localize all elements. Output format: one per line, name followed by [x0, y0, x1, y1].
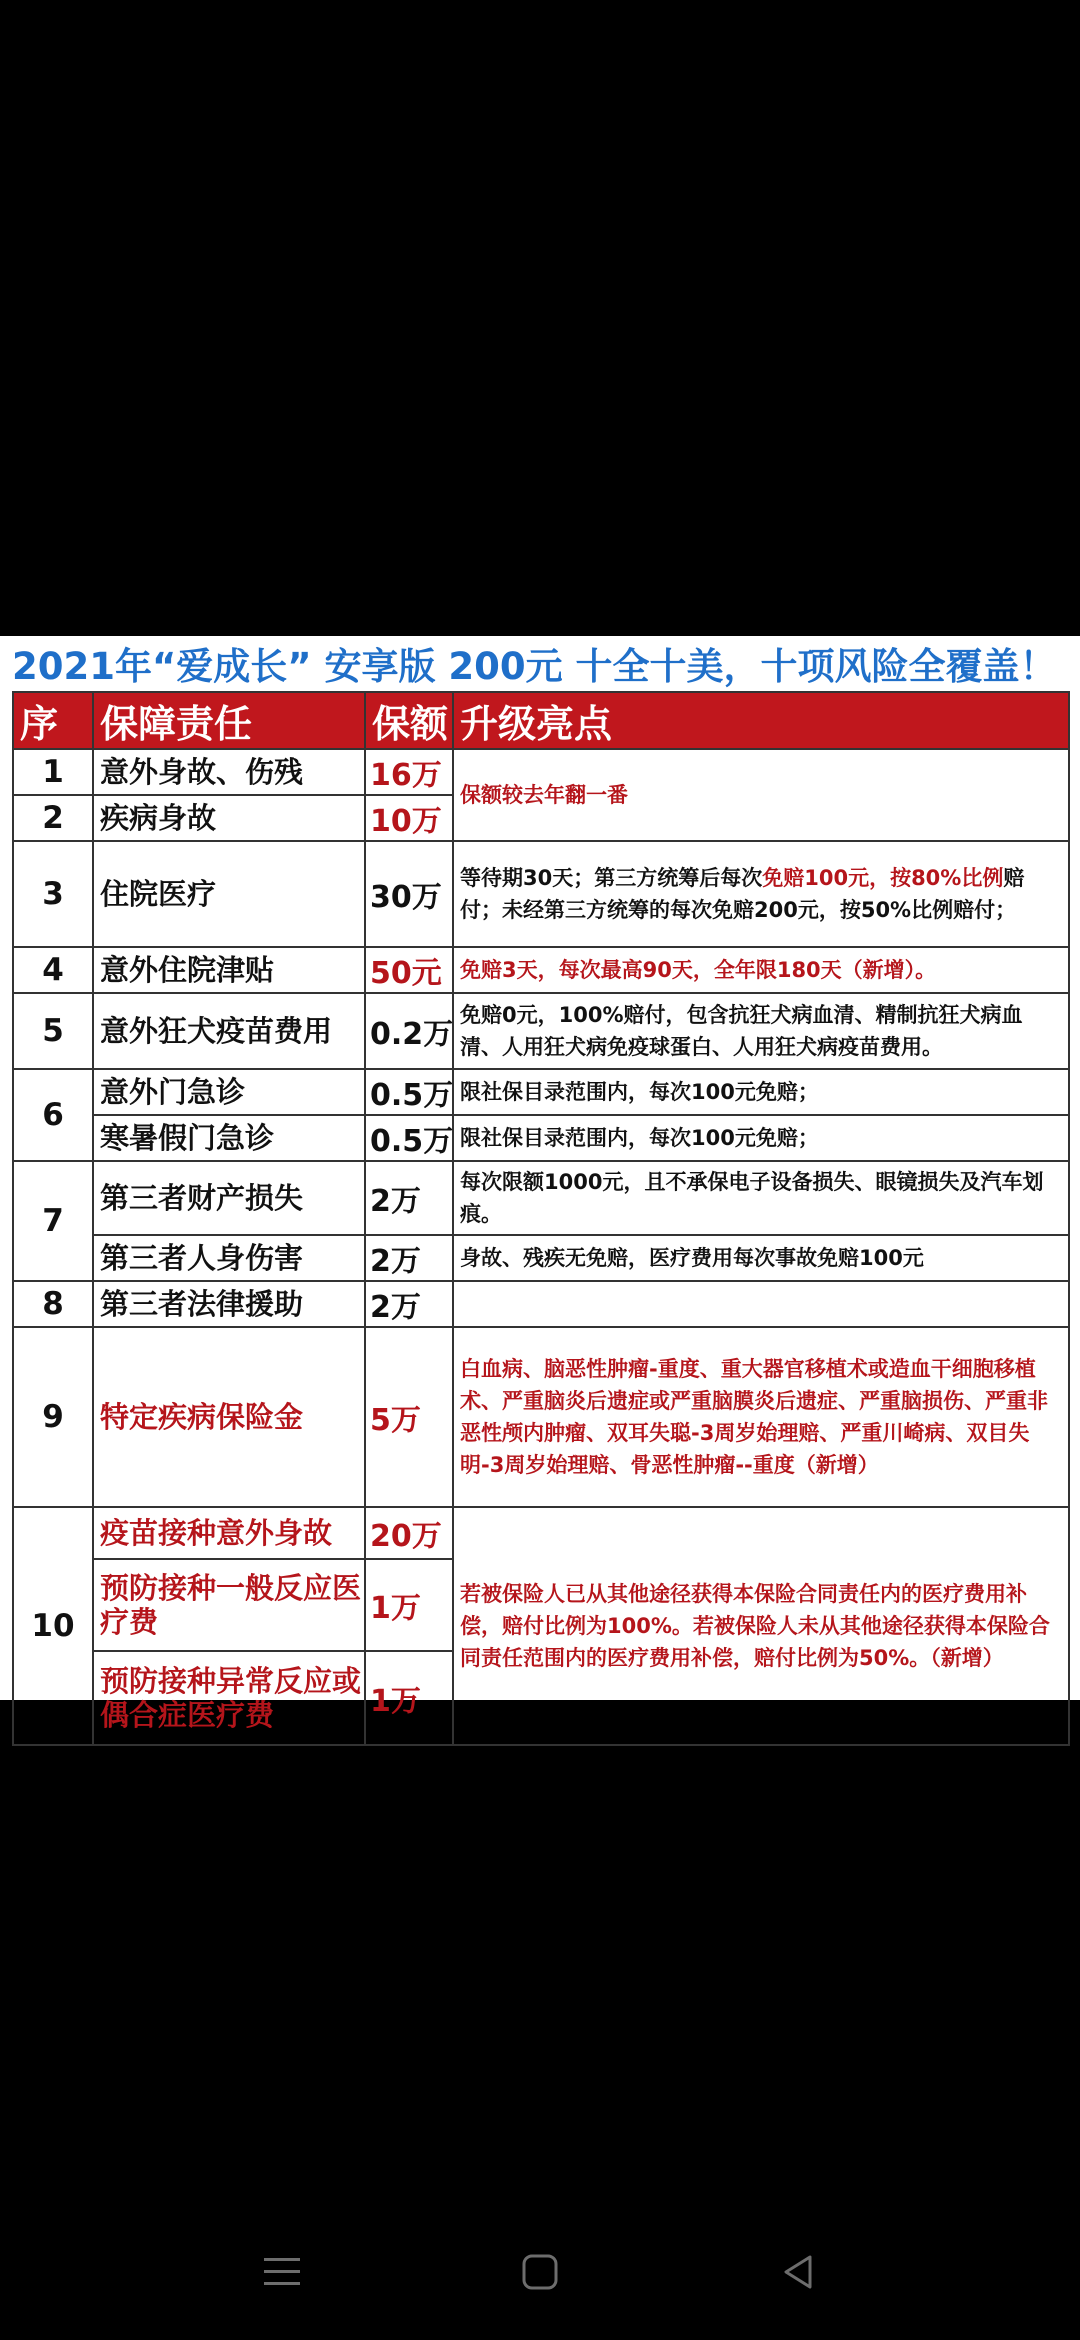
table-row: [13, 993, 1069, 1069]
row-amount: 1万: [365, 1651, 453, 1745]
row-desc: 身故、残疾无免赔，医疗费用每次事故免赔100元: [453, 1235, 1069, 1281]
row-item: 疾病身故: [93, 795, 365, 841]
back-triangle-icon: [778, 2252, 818, 2292]
row-seq: 8: [13, 1281, 93, 1327]
menu-icon: [262, 2254, 302, 2290]
row-amount: 1万: [365, 1559, 453, 1651]
row-seq: 1: [13, 749, 93, 795]
row-amount: 16万: [365, 749, 453, 795]
row-seq: 10: [13, 1507, 93, 1745]
home-square-icon: [520, 2252, 560, 2292]
row-desc: 限社保目录范围内，每次100元免赔；: [453, 1069, 1069, 1115]
row-item: 意外身故、伤残: [93, 749, 365, 795]
table-header-row: [13, 692, 1069, 749]
table-row: [13, 1281, 1069, 1327]
row-amount: 20万: [365, 1507, 453, 1559]
table-row: [13, 1235, 1069, 1281]
row-item: 意外狂犬疫苗费用: [93, 993, 365, 1069]
row-amount: 0.2万: [365, 993, 453, 1069]
row-item: 特定疾病保险金: [93, 1327, 365, 1507]
row-item: 寒暑假门急诊: [93, 1115, 365, 1161]
row-item: 第三者财产损失: [93, 1161, 365, 1235]
desc-part-highlight: 免赔100元，按80%比例: [762, 866, 1004, 890]
row-item: 第三者法律援助: [93, 1281, 365, 1327]
header-highlight: 升级亮点: [453, 692, 1069, 749]
header-amount: 保额: [365, 692, 453, 749]
row-desc: 限社保目录范围内，每次100元免赔；: [453, 1115, 1069, 1161]
table-row: [13, 1327, 1069, 1507]
table-row: [13, 1115, 1069, 1161]
row-desc: 免赔0元，100%赔付，包含抗狂犬病血清、精制抗狂犬病血清、人用狂犬病免疫球蛋白、人用狂犬病疫苗费用。: [453, 993, 1069, 1069]
row-seq: 6: [13, 1069, 93, 1161]
header-seq: 序: [13, 692, 93, 749]
header-coverage: 保障责任: [93, 692, 365, 749]
row-amount: 2万: [365, 1235, 453, 1281]
coverage-table: [12, 691, 1070, 1746]
row-item: 疫苗接种意外身故: [93, 1507, 365, 1559]
row-amount: 30万: [365, 841, 453, 947]
row-item: 第三者人身伤害: [93, 1235, 365, 1281]
table-row: [13, 947, 1069, 993]
menu-button[interactable]: [252, 2242, 312, 2302]
row-item: 意外住院津贴: [93, 947, 365, 993]
row-desc: 免赔3天，每次最高90天，全年限180天（新增）。: [453, 947, 1069, 993]
row-amount: 5万: [365, 1327, 453, 1507]
row-amount: 2万: [365, 1161, 453, 1235]
row-amount: 50元: [365, 947, 453, 993]
row-amount: 2万: [365, 1281, 453, 1327]
row-item: 预防接种异常反应或偶合症医疗费: [93, 1651, 365, 1745]
row-seq: 3: [13, 841, 93, 947]
row-amount: 0.5万: [365, 1115, 453, 1161]
row-item: 预防接种一般反应医疗费: [93, 1559, 365, 1651]
row-seq: 9: [13, 1327, 93, 1507]
row-seq: 2: [13, 795, 93, 841]
row-desc: [453, 841, 1069, 947]
system-nav-bar: [0, 2200, 1080, 2340]
row-amount: 10万: [365, 795, 453, 841]
row-desc: 每次限额1000元，且不承保电子设备损失、眼镜损失及汽车划痕。: [453, 1161, 1069, 1235]
row-amount: 0.5万: [365, 1069, 453, 1115]
table-row: [13, 1161, 1069, 1235]
table-row: [13, 1069, 1069, 1115]
desc-part: 等待期30天；第三方统筹后每次: [460, 866, 763, 890]
row-seq: 5: [13, 993, 93, 1069]
table-row: [13, 841, 1069, 947]
row-desc: 保额较去年翻一番: [453, 749, 1069, 841]
table-row: [13, 1507, 1069, 1559]
page-title: 2021年“爱成长” 安享版 200元 十全十美，十项风险全覆盖！: [12, 645, 1057, 688]
row-desc: 若被保险人已从其他途径获得本保险合同责任内的医疗费用补偿，赔付比例为100%。若被保险人未从其他途径获得本保险合同责任范围内的医疗费用补偿，赔付比例为50%。（新增）: [453, 1507, 1069, 1745]
row-seq: 7: [13, 1161, 93, 1281]
desc-part: 赔付；未经第三方统筹的每次免赔200元，按50%比例赔付；: [460, 866, 1025, 922]
insurance-table-image: [0, 636, 1080, 1732]
row-desc: [453, 1281, 1069, 1327]
back-button[interactable]: [768, 2242, 828, 2302]
home-button[interactable]: [510, 2242, 570, 2302]
row-desc: 白血病、脑恶性肿瘤-重度、重大器官移植术或造血干细胞移植术、严重脑炎后遗症或严重脑膜炎后遗症、严重脑损伤、严重非恶性颅内肿瘤、双耳失聪-3周岁始理赔、严重川崎病、双目失明-3周岁始理赔、骨恶性肿瘤--重度（新增）: [453, 1327, 1069, 1507]
row-item: 住院医疗: [93, 841, 365, 947]
row-item: 意外门急诊: [93, 1069, 365, 1115]
table-row: [13, 749, 1069, 795]
row-seq: 4: [13, 947, 93, 993]
